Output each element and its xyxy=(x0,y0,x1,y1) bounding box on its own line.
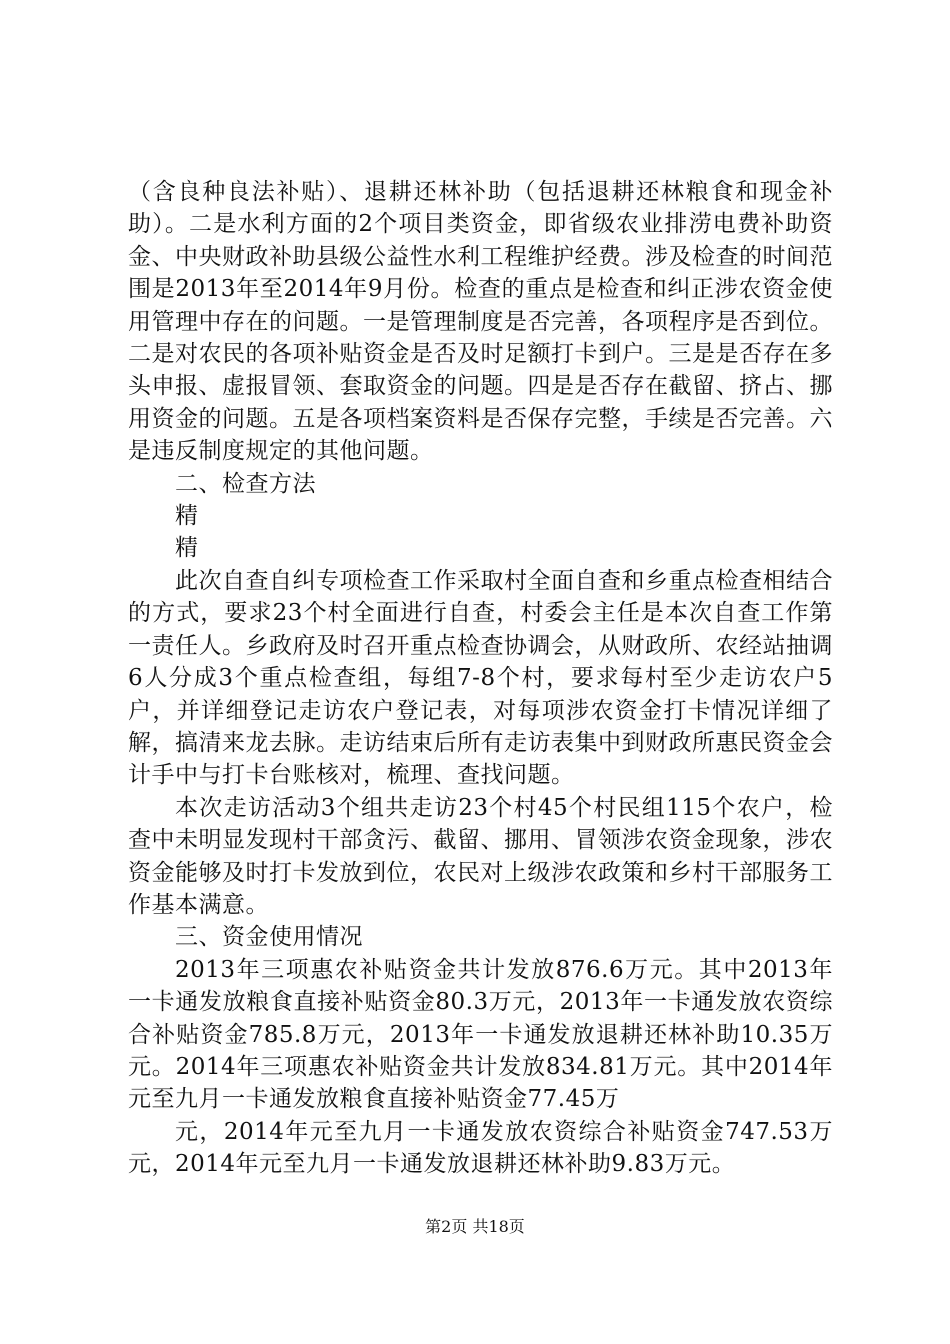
paragraph-fund-2014-cont: 元，2014年元至九月一卡通发放农资综合补贴资金747.53万元，2014年元至九月一卡通发放退耕还林补助9.83万元。 xyxy=(128,1118,833,1178)
page-number-footer: 第2页 共18页 xyxy=(425,1217,525,1236)
section-heading-fund-usage: 三、资金使用情况 xyxy=(175,924,363,951)
document-body xyxy=(128,176,833,1181)
paragraph-self-inspection: 此次自查自纠专项检查工作采取村全面自查和乡重点检查相结合的方式，要求23个村全面进行自查，村委会主任是本次自查工作第一责任人。乡政府及时召开重点检查协调会，从财政所、农经站抽调6人分成3个重点检查组，每组7-8个村，要求每村至少走访农户5户，并详细登记走访农户登记表，对每项涉农资金打卡情况详细了解，搞清来龙去脉。走访结束后所有走访表集中到财政所惠民资金会计手中与打卡台账核对，梳理、查找问题。 xyxy=(128,567,833,789)
stray-char-line: 精 xyxy=(175,535,199,562)
paragraph-scope: （含良种良法补贴）、退耕还林补助（包括退耕还林粮食和现金补助）。二是水利方面的2个项目类资金，即省级农业排涝电费补助资金、中央财政补助县级公益性水利工程维护经费。涉及检查的时间范围是2013年至2014年9月份。检查的重点是检查和纠正涉农资金使用管理中存在的问题。一是管理制度是否完善，各项程序是否到位。二是对农民的各项补贴资金是否及时足额打卡到户。三是是否存在多头申报、虚报冒领、套取资金的问题。四是是否存在截留、挤占、挪用资金的问题。五是各项档案资料是否保存完整，手续是否完善。六是违反制度规定的其他问题。 xyxy=(128,179,833,465)
paragraph-visit-results: 本次走访活动3个组共走访23个村45个村民组115个农户，检查中未明显发现村干部贪污、截留、挪用、冒领涉农资金现象，涉农资金能够及时打卡发放到位，农民对上级涉农政策和乡村干部服务工作基本满意。 xyxy=(128,794,833,918)
section-heading-inspection-method: 二、检查方法 xyxy=(175,470,316,497)
stray-char-line: 精 xyxy=(175,503,199,530)
paragraph-fund-2013-2014: 2013年三项惠农补贴资金共计发放876.6万元。其中2013年一卡通发放粮食直接补贴资金80.3万元，2013年一卡通发放农资综合补贴资金785.8万元，2013年一卡通发放退耕还林补助10.35万元。2014年三项惠农补贴资金共计发放834.81万元。其中2014年元至九月一卡通发放粮食直接补贴资金77.45万 xyxy=(128,956,833,1113)
